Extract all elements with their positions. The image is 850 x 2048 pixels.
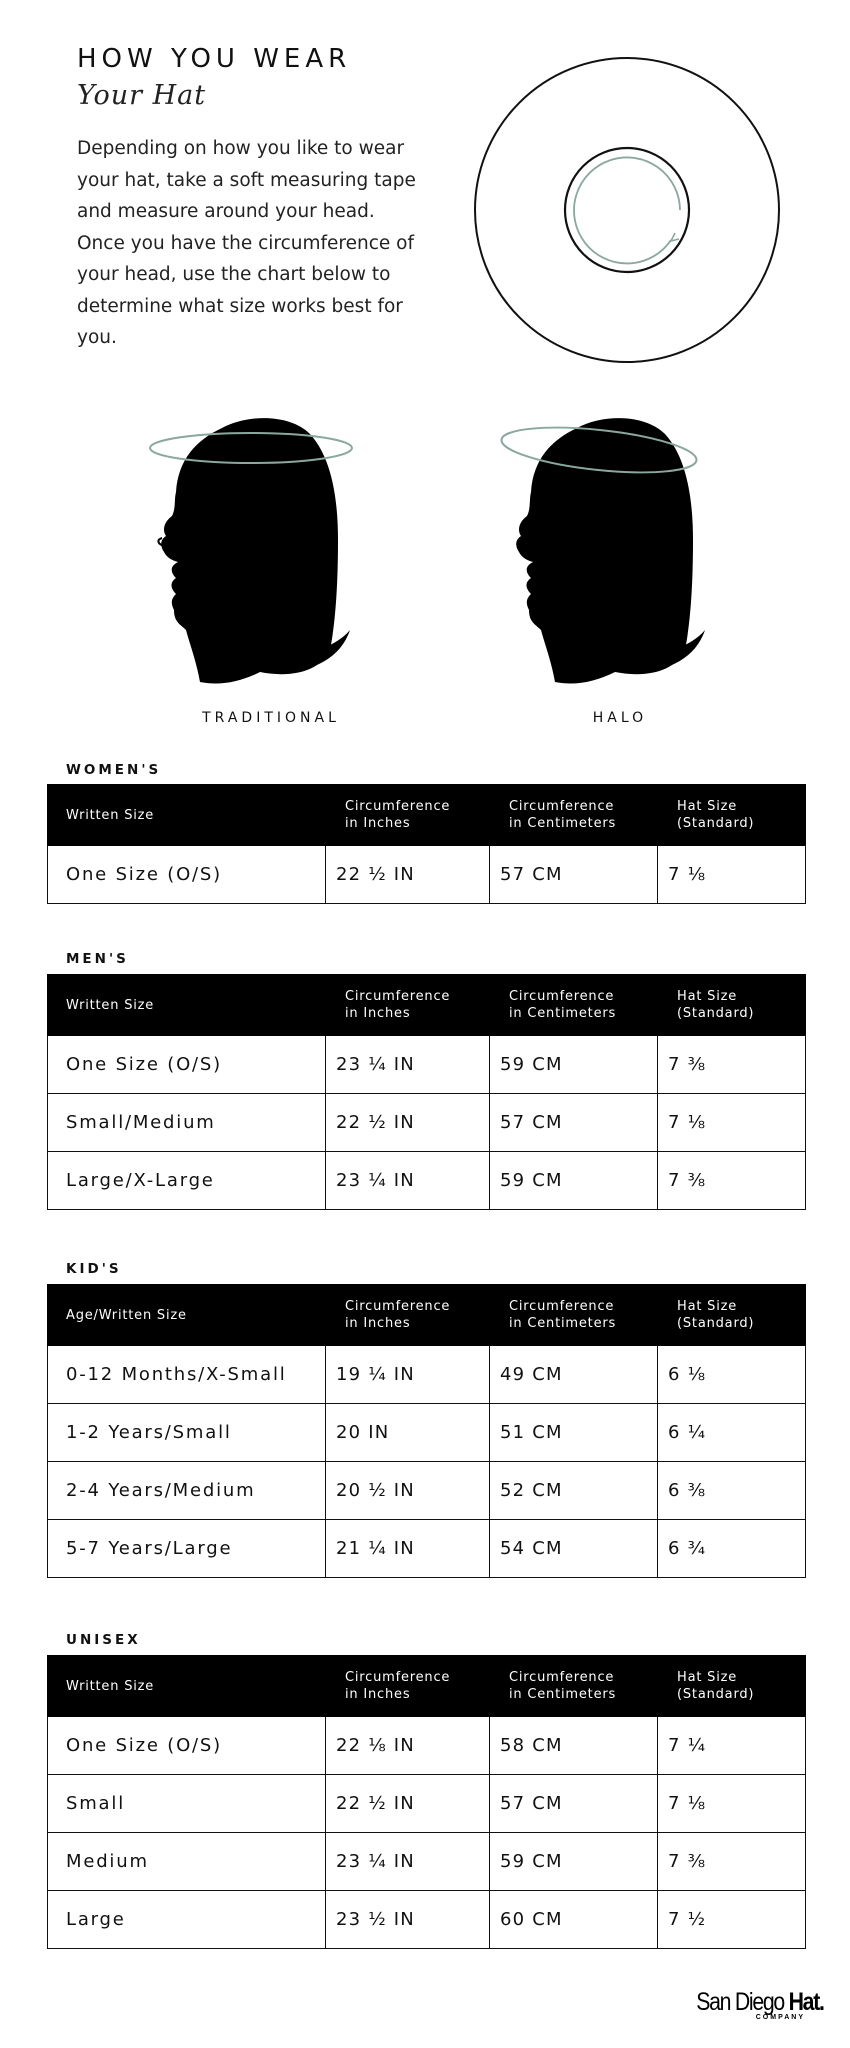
table-header-row: [48, 1656, 806, 1717]
centimeters-cell: 57 CM: [490, 1775, 658, 1833]
centimeters-cell: 57 CM: [490, 846, 658, 904]
mens-size-table: [47, 974, 806, 1210]
hat-size-cell: 6 ⅜: [658, 1462, 806, 1520]
column-header: Circumference in Inches: [326, 1285, 490, 1346]
column-header: Hat Size (Standard): [658, 975, 806, 1036]
unisex-section-label: UNISEX: [66, 1632, 141, 1648]
written-size-cell: One Size (O/S): [48, 1036, 326, 1094]
centimeters-cell: 59 CM: [490, 1833, 658, 1891]
column-header: Circumference in Centimeters: [490, 785, 658, 846]
head-silhouette-shape: [161, 418, 338, 683]
brand-wordmark: San Diego Hat.: [696, 1988, 824, 2016]
table-row: [48, 1717, 806, 1775]
centimeters-cell: 52 CM: [490, 1462, 658, 1520]
written-size-cell: One Size (O/S): [48, 846, 326, 904]
halo-label: HALO: [592, 710, 648, 726]
table-header-row: [48, 1285, 806, 1346]
hat-size-cell: 6 ⅛: [658, 1346, 806, 1404]
hat-size-cell: 7 ⅜: [658, 1036, 806, 1094]
column-header: Hat Size (Standard): [658, 1656, 806, 1717]
hat-size-cell: 6 ¼: [658, 1404, 806, 1462]
kids-size-table: [47, 1284, 806, 1578]
mens-section-label: MEN'S: [66, 951, 129, 967]
centimeters-cell: 51 CM: [490, 1404, 658, 1462]
written-size-cell: One Size (O/S): [48, 1717, 326, 1775]
inches-cell: 20 ½ IN: [326, 1462, 490, 1520]
inches-cell: 23 ¼ IN: [326, 1036, 490, 1094]
column-header: Hat Size (Standard): [658, 785, 806, 846]
table-row: [48, 1775, 806, 1833]
column-header: Written Size: [48, 975, 326, 1036]
halo-head-silhouette: [495, 410, 715, 690]
inches-cell: 21 ¼ IN: [326, 1520, 490, 1578]
inches-cell: 23 ¼ IN: [326, 1833, 490, 1891]
inches-cell: 23 ¼ IN: [326, 1152, 490, 1210]
table-header-row: [48, 975, 806, 1036]
centimeters-cell: 59 CM: [490, 1036, 658, 1094]
page-subtitle: Your Hat: [77, 80, 207, 111]
written-size-cell: Large/X-Large: [48, 1152, 326, 1210]
inches-cell: 20 IN: [326, 1404, 490, 1462]
brand-company-text: COMPANY: [755, 2014, 805, 2021]
centimeters-cell: 60 CM: [490, 1891, 658, 1949]
inches-cell: 19 ¼ IN: [326, 1346, 490, 1404]
womens-size-table: [47, 784, 806, 904]
inches-cell: 22 ½ IN: [326, 846, 490, 904]
centimeters-cell: 57 CM: [490, 1094, 658, 1152]
hat-size-cell: 7 ⅛: [658, 1775, 806, 1833]
hat-size-cell: 7 ⅛: [658, 846, 806, 904]
hat-brim-circle: [475, 58, 779, 362]
table-row: [48, 1036, 806, 1094]
centimeters-cell: 59 CM: [490, 1152, 658, 1210]
column-header: Circumference in Centimeters: [490, 1285, 658, 1346]
traditional-label: TRADITIONAL: [202, 710, 340, 726]
hat-size-cell: 7 ⅜: [658, 1152, 806, 1210]
written-size-cell: 5-7 Years/Large: [48, 1520, 326, 1578]
written-size-cell: 0-12 Months/X-Small: [48, 1346, 326, 1404]
table-row: [48, 1520, 806, 1578]
hat-size-cell: 7 ½: [658, 1891, 806, 1949]
intro-paragraph: Depending on how you like to wear your hat, take a soft measuring tape and measure around your head. Once you have the circumference of your head, use the chart below to determine what size works best for you.: [77, 138, 416, 348]
column-header: Hat Size (Standard): [658, 1285, 806, 1346]
centimeters-cell: 54 CM: [490, 1520, 658, 1578]
column-header: Circumference in Inches: [326, 975, 490, 1036]
written-size-cell: Medium: [48, 1833, 326, 1891]
measuring-tape-arc-icon: [574, 157, 680, 263]
centimeters-cell: 49 CM: [490, 1346, 658, 1404]
table-row: [48, 1346, 806, 1404]
kids-section-label: KID'S: [66, 1261, 122, 1277]
hat-crown-circle: [565, 148, 689, 272]
inches-cell: 22 ⅛ IN: [326, 1717, 490, 1775]
column-header: Circumference in Inches: [326, 785, 490, 846]
brand-logo: [677, 1988, 824, 2021]
page-title: HOW YOU WEAR: [77, 44, 352, 74]
inches-cell: 22 ½ IN: [326, 1775, 490, 1833]
table-row: [48, 1462, 806, 1520]
column-header: Circumference in Inches: [326, 1656, 490, 1717]
written-size-cell: 2-4 Years/Medium: [48, 1462, 326, 1520]
centimeters-cell: 58 CM: [490, 1717, 658, 1775]
inches-cell: 22 ½ IN: [326, 1094, 490, 1152]
womens-section-label: WOMEN'S: [66, 762, 162, 778]
column-header: Written Size: [48, 785, 326, 846]
column-header: Written Size: [48, 1656, 326, 1717]
head-silhouette-shape: [516, 418, 693, 683]
hat-size-cell: 7 ⅜: [658, 1833, 806, 1891]
hat-top-view-diagram: [468, 57, 786, 363]
written-size-cell: 1-2 Years/Small: [48, 1404, 326, 1462]
column-header: Circumference in Centimeters: [490, 1656, 658, 1717]
unisex-size-table: [47, 1655, 806, 1949]
table-row: [48, 1404, 806, 1462]
traditional-head-silhouette: [140, 410, 360, 690]
hat-size-cell: 7 ¼: [658, 1717, 806, 1775]
table-row: [48, 1152, 806, 1210]
written-size-cell: Small/Medium: [48, 1094, 326, 1152]
column-header: Circumference in Centimeters: [490, 975, 658, 1036]
table-row: [48, 846, 806, 904]
table-row: [48, 1891, 806, 1949]
hat-size-cell: 6 ¾: [658, 1520, 806, 1578]
column-header: Age/Written Size: [48, 1285, 326, 1346]
written-size-cell: Large: [48, 1891, 326, 1949]
written-size-cell: Small: [48, 1775, 326, 1833]
table-row: [48, 1094, 806, 1152]
table-row: [48, 1833, 806, 1891]
inches-cell: 23 ½ IN: [326, 1891, 490, 1949]
table-header-row: [48, 785, 806, 846]
hat-size-cell: 7 ⅛: [658, 1094, 806, 1152]
